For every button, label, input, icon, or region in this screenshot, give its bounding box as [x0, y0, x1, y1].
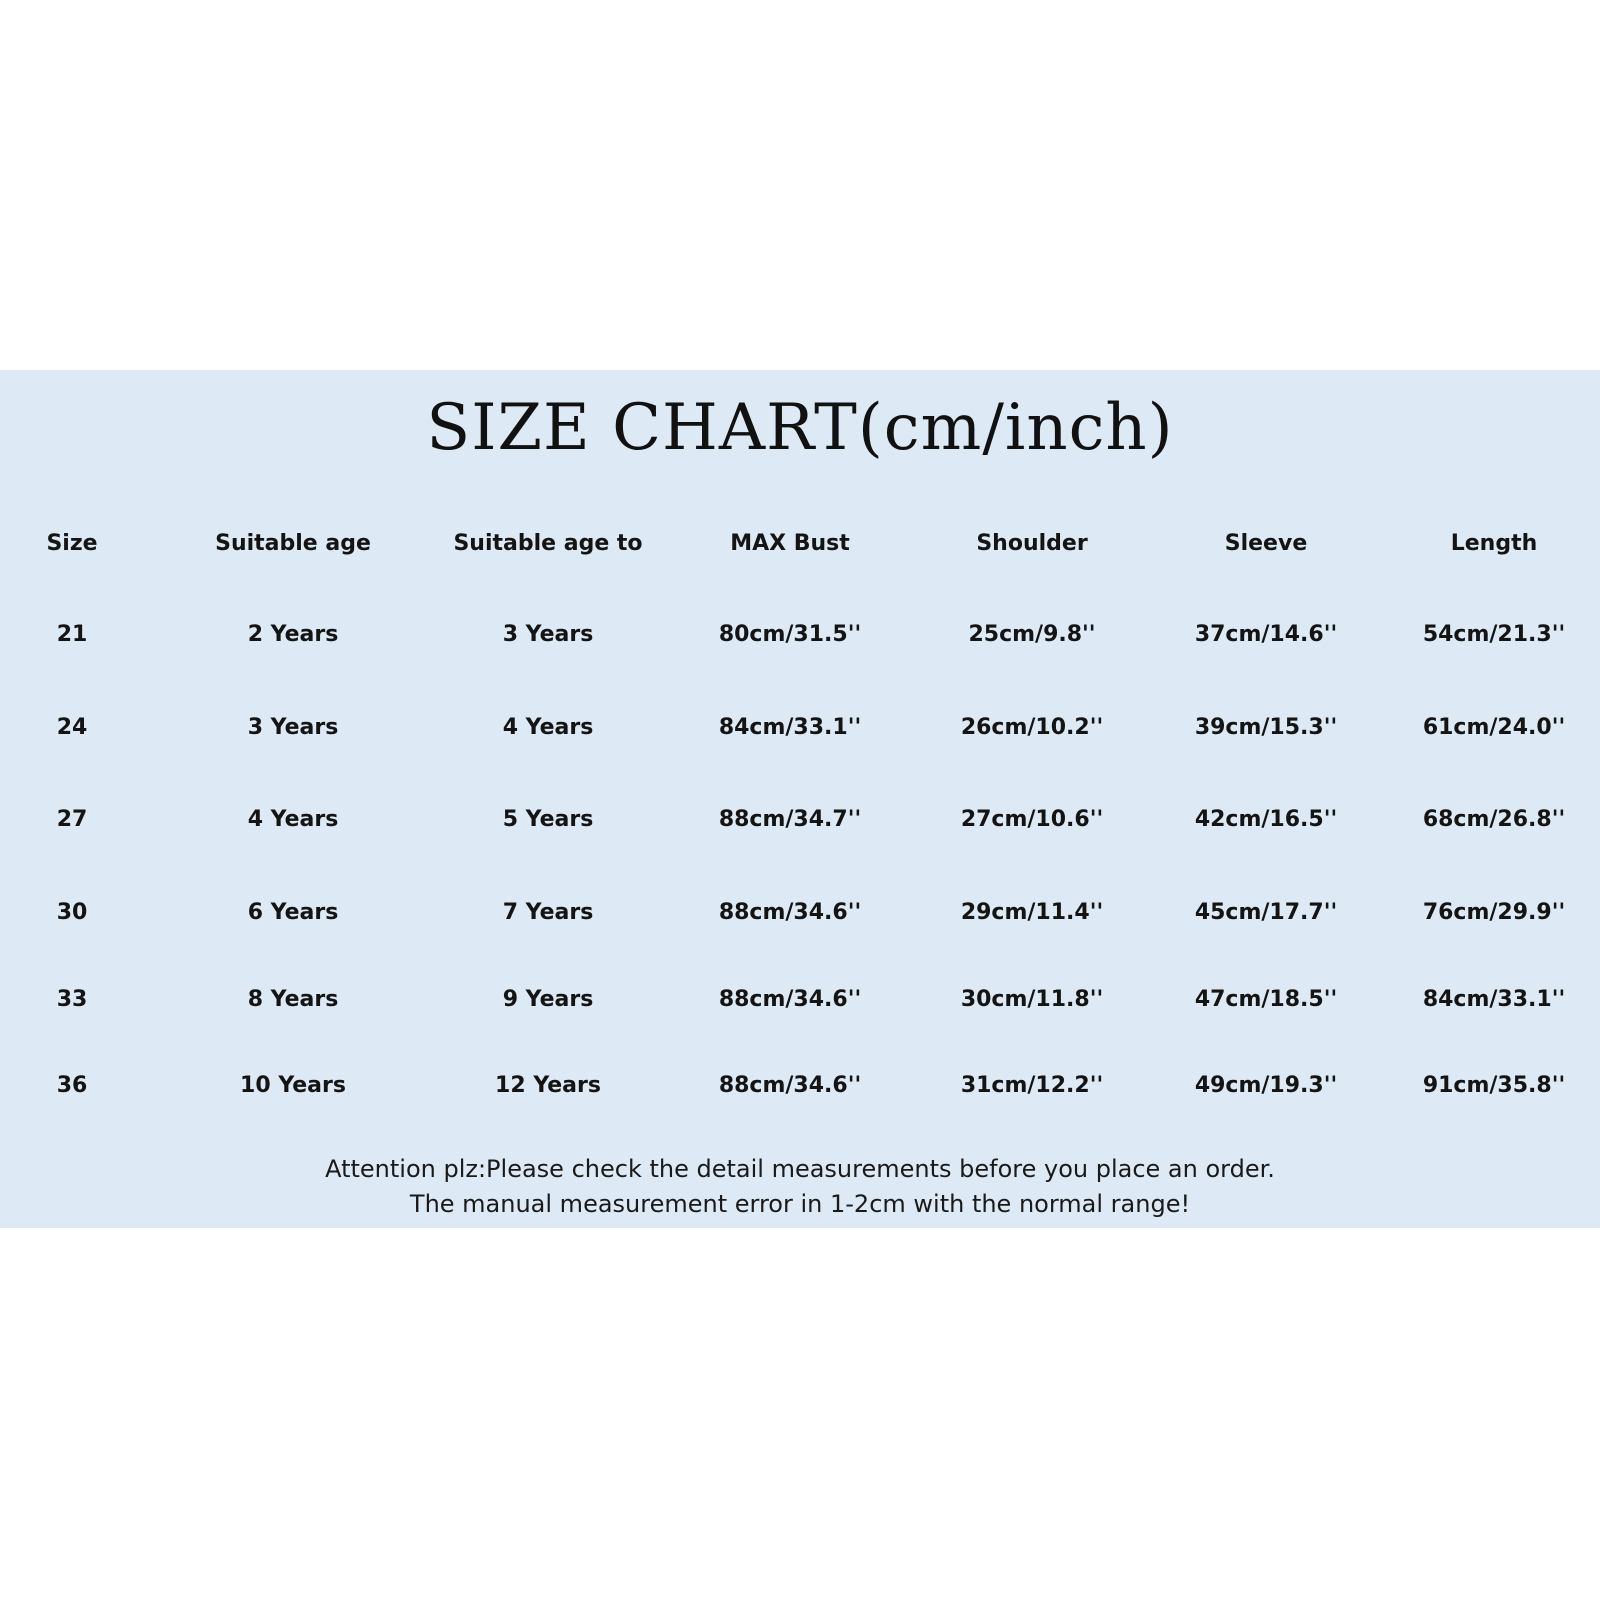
cell-length: 68cm/26.8'' — [1422, 807, 1566, 832]
cell-sleeve: 45cm/17.7'' — [1194, 900, 1338, 925]
cell-size: 36 — [56, 1073, 88, 1098]
cell-suitable-age: 3 Years — [247, 715, 339, 740]
cell-shoulder: 25cm/9.8'' — [968, 622, 1096, 647]
header-shoulder: Shoulder — [976, 531, 1088, 556]
cell-max-bust: 80cm/31.5'' — [718, 622, 862, 647]
cell-max-bust: 84cm/33.1'' — [718, 715, 862, 740]
cell-sleeve: 47cm/18.5'' — [1194, 987, 1338, 1012]
cell-length: 54cm/21.3'' — [1422, 622, 1566, 647]
cell-size: 30 — [56, 900, 88, 925]
header-length: Length — [1450, 531, 1538, 556]
cell-size: 27 — [56, 807, 88, 832]
cell-suitable-age: 2 Years — [247, 622, 339, 647]
header-sleeve: Sleeve — [1224, 531, 1308, 556]
cell-suitable-age-to: 4 Years — [502, 715, 594, 740]
size-chart-title: SIZE CHART(cm/inch) — [426, 391, 1174, 465]
cell-suitable-age: 8 Years — [247, 987, 339, 1012]
cell-size: 21 — [56, 622, 88, 647]
cell-sleeve: 39cm/15.3'' — [1194, 715, 1338, 740]
header-max-bust: MAX Bust — [730, 531, 850, 556]
measurement-error-note: The manual measurement error in 1-2cm with the normal range! — [409, 1190, 1191, 1218]
cell-max-bust: 88cm/34.6'' — [718, 900, 862, 925]
cell-suitable-age: 6 Years — [247, 900, 339, 925]
cell-shoulder: 26cm/10.2'' — [960, 715, 1104, 740]
cell-suitable-age-to: 5 Years — [502, 807, 594, 832]
cell-size: 33 — [56, 987, 88, 1012]
header-suitable-age: Suitable age — [215, 531, 371, 556]
cell-sleeve: 37cm/14.6'' — [1194, 622, 1338, 647]
cell-max-bust: 88cm/34.7'' — [718, 807, 862, 832]
header-suitable-age-to: Suitable age to — [453, 531, 643, 556]
cell-max-bust: 88cm/34.6'' — [718, 987, 862, 1012]
cell-shoulder: 29cm/11.4'' — [960, 900, 1104, 925]
cell-max-bust: 88cm/34.6'' — [718, 1073, 862, 1098]
cell-shoulder: 31cm/12.2'' — [960, 1073, 1104, 1098]
cell-sleeve: 49cm/19.3'' — [1194, 1073, 1338, 1098]
cell-length: 76cm/29.9'' — [1422, 900, 1566, 925]
cell-shoulder: 30cm/11.8'' — [960, 987, 1104, 1012]
cell-length: 61cm/24.0'' — [1422, 715, 1566, 740]
cell-suitable-age-to: 12 Years — [495, 1073, 601, 1098]
cell-suitable-age: 10 Years — [240, 1073, 346, 1098]
cell-suitable-age: 4 Years — [247, 807, 339, 832]
cell-suitable-age-to: 3 Years — [502, 622, 594, 647]
attention-note: Attention plz:Please check the detail measurements before you place an order. — [325, 1155, 1275, 1183]
header-size: Size — [46, 531, 98, 556]
cell-length: 84cm/33.1'' — [1422, 987, 1566, 1012]
cell-shoulder: 27cm/10.6'' — [960, 807, 1104, 832]
cell-length: 91cm/35.8'' — [1422, 1073, 1566, 1098]
cell-size: 24 — [56, 715, 88, 740]
cell-suitable-age-to: 7 Years — [502, 900, 594, 925]
cell-sleeve: 42cm/16.5'' — [1194, 807, 1338, 832]
cell-suitable-age-to: 9 Years — [502, 987, 594, 1012]
